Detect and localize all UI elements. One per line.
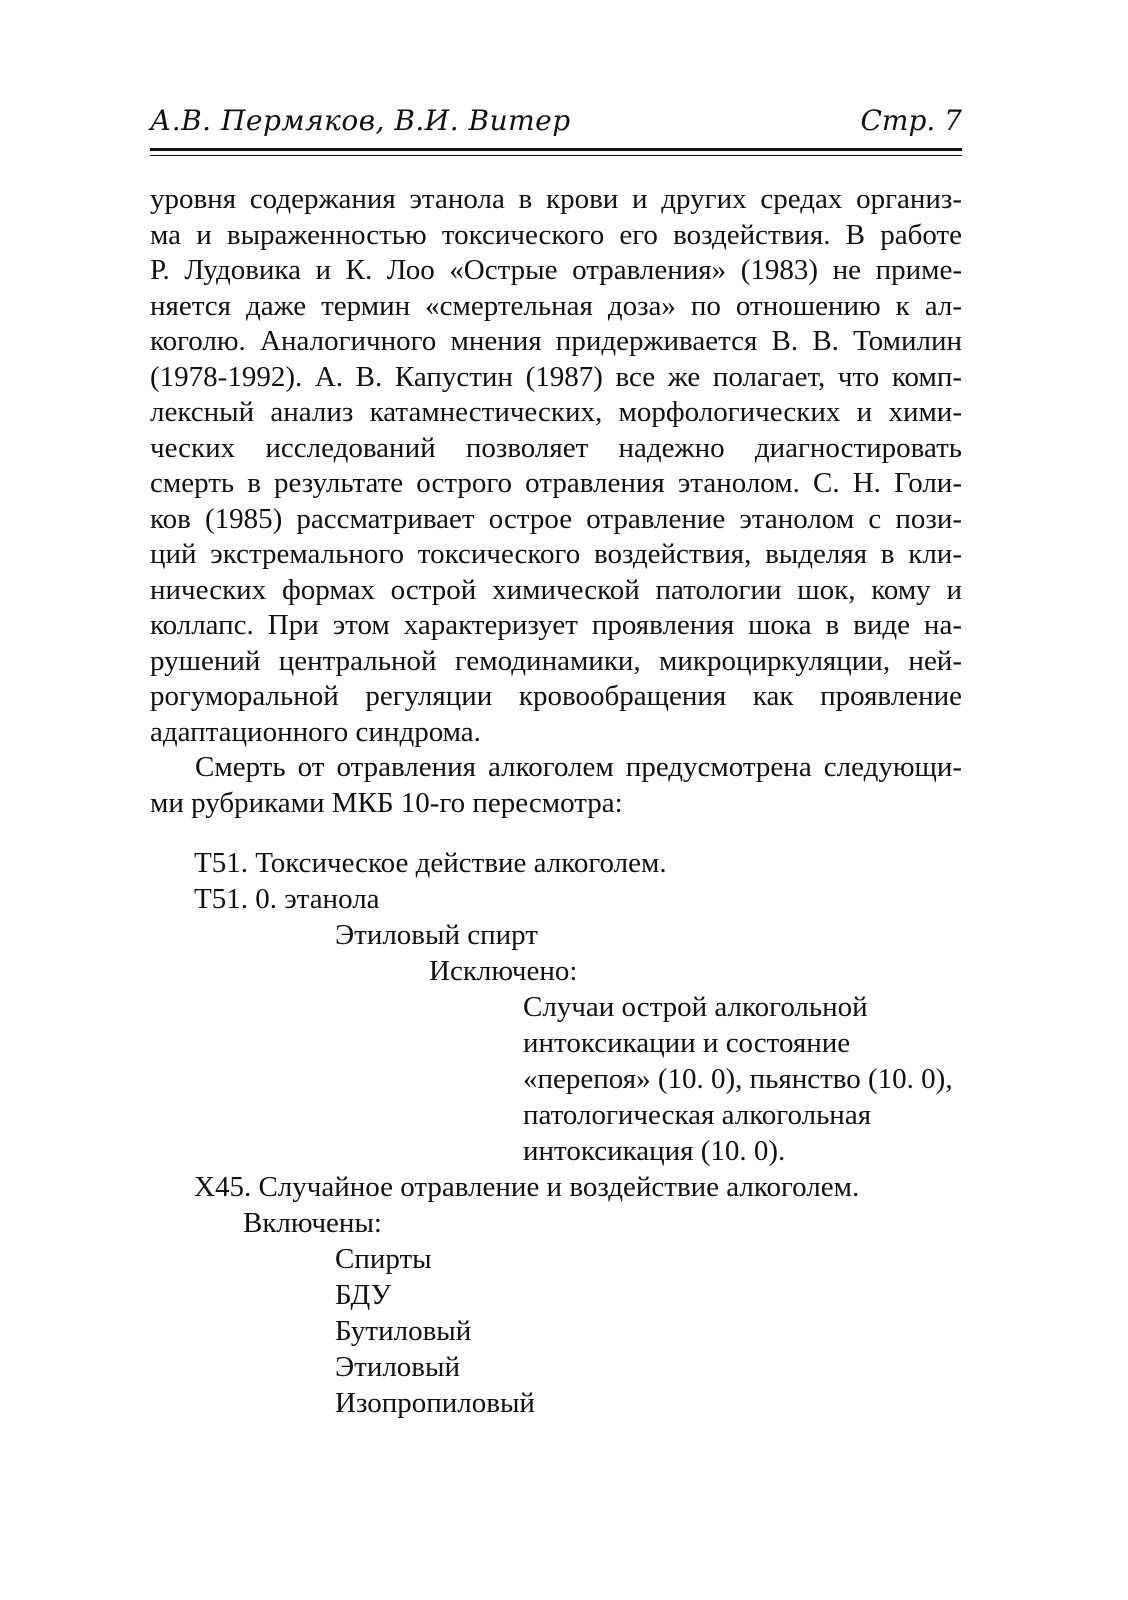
paragraph-1 (150, 182, 962, 750)
excluded-text-line: интоксикация (10. 0). (523, 1135, 786, 1167)
text-line: коллапс. При этом характеризует проявления шока в виде на- (150, 609, 962, 641)
text-line: ций экстремального токсического воздействия, выделяя в кли- (150, 538, 962, 570)
text-line: ма и выраженностью токсического его воздействия. В работе (150, 218, 962, 251)
header-page-number: Стр. 7 (860, 104, 962, 137)
included-item: Спирты (335, 1243, 432, 1275)
list-item-ethyl-spirit: Этиловый спирт (335, 919, 538, 951)
text-line: няется даже термин «смертельная доза» по отношению к ал- (150, 289, 962, 322)
included-label: Включены: (243, 1207, 382, 1239)
included-item: Этиловый (335, 1351, 461, 1383)
icd-code-t51: Т51. Токсическое действие алкоголем. (194, 847, 667, 879)
text-line: (1978-1992). А. В. Капустин (1987) все же полагает, что комп- (150, 360, 962, 393)
text-line: Смерть от отравления алкоголем предусмотрена следующи- (195, 751, 962, 783)
header-rule-thick (150, 148, 962, 151)
excluded-text-line: патологическая алкогольная (523, 1099, 872, 1131)
text-line: Р. Лудовика и К. Лоо «Острые отравления» (1983) не приме- (150, 254, 962, 286)
running-header (150, 104, 962, 144)
main-text (150, 182, 962, 821)
excluded-label: Исключено: (429, 955, 578, 987)
text-line: коголю. Аналогичного мнения придерживается В. В. Томилин (150, 325, 962, 357)
included-item: Изопропиловый (335, 1387, 535, 1419)
text-line: адаптационного синдрома. (150, 715, 481, 748)
included-item: БДУ (335, 1279, 392, 1311)
excluded-text-line: интоксикации и состояние (523, 1027, 851, 1059)
paragraph-2 (150, 750, 962, 821)
text-line: ми рубриками МКБ 10-го пересмотра: (150, 786, 623, 819)
icd-code-t51-0: Т51. 0. этанола (194, 883, 380, 915)
text-line: рогуморальной регуляции кровообращения как проявление (150, 680, 962, 712)
text-line: ков (1985) рассматривает острое отравление этанолом с пози- (150, 502, 962, 535)
text-line: смерть в результате острого отравления этанолом. С. Н. Голи- (150, 467, 962, 499)
text-line: лексный анализ катамнестических, морфологических и хими- (150, 396, 962, 428)
text-line: нических формах острой химической патологии шок, кому и (150, 573, 962, 606)
header-authors: А.В. Пермяков, В.И. Витер (150, 104, 571, 137)
excluded-text-line: Случаи острой алкогольной (523, 991, 868, 1023)
text-line: ческих исследований позволяет надежно диагностировать (150, 431, 962, 464)
icd-code-x45: Х45. Случайное отравление и воздействие алкоголем. (194, 1171, 860, 1203)
text-line: рушений центральной гемодинамики, микроциркуляции, ней- (150, 644, 962, 677)
text-line: уровня содержания этанола в крови и других средах организ- (150, 183, 962, 215)
excluded-text-line: «перепоя» (10. 0), пьянство (10. 0), (523, 1063, 953, 1095)
included-item: Бутиловый (335, 1315, 472, 1347)
header-rule-thin (150, 155, 962, 156)
